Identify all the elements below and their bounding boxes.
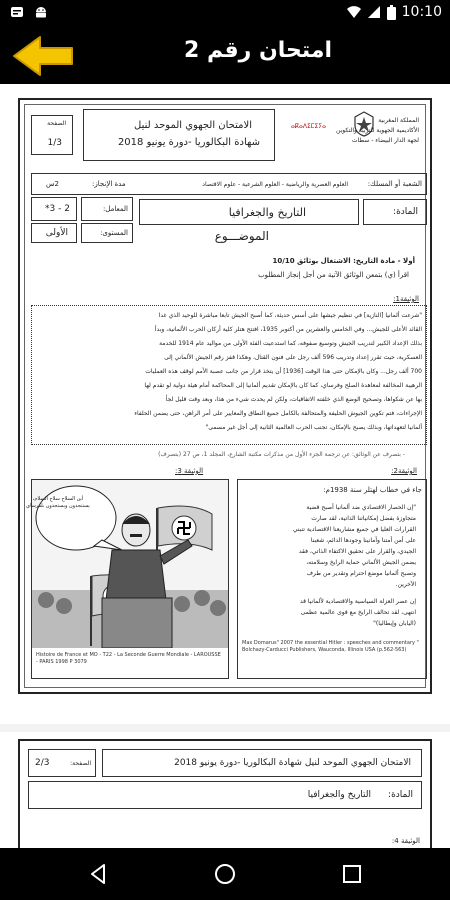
exam-title-box [83,109,275,161]
doc1-source: - بتصرف عن الوثائق: عن ترجمة الجزء الأول من مذكرات مكتبة الشارع، المجلد 1، ص 27 (بتصرف) [158,451,405,458]
android-icon [34,5,48,19]
doc1-label: الوثيقة1: [393,295,419,303]
notification-icon [10,5,24,19]
subject-label: المادة: [393,207,418,217]
doc3-label: الوثيقة 3: [175,467,204,475]
nav-home-icon[interactable] [213,862,237,886]
doc2-line: وتصبح ألمانيا موضع احترام وتقدير من طرف [306,570,416,577]
battery-icon [387,5,396,20]
doc2-line: القرارات العليا في جميع مشاريعنا الاقتصادية تنبني [292,526,416,533]
doc2-line: الجيدي، والقرار على تحقيق الاكتفاء الذاتي، فقد [298,548,416,555]
doc2-line: متجاوزة بفضل إمكانياتنا الذاتية، لقد صارت [311,515,416,522]
cartoon-bubble-text: أين السلاح سلاح السلام، يستنجدون ويستجدون بلفرساي [26,496,90,509]
doc1-line: ألمانيا لتعهداتها، وبذلك يصبح بالإمكان، تجنب الحرب العالمية الثانية إلى أجل غير مسمى" [205,424,422,431]
nav-back-icon[interactable] [86,862,110,886]
duration-label: مدة الإنجاز: [92,180,126,188]
exam-page-2 [18,739,432,848]
topic-heading: الموضـــوع [214,229,269,243]
subject-value-box [139,199,359,225]
doc2-line: يضمن الجيش الألماني حماية الرايخ وسلامته، [306,559,416,566]
doc1-line: العسكرية، حيث تقرر إعداد وتدريب 596 ألف رجل على فنون القتال، وهكذا قفز رقم الجيش الألماني إلى [164,354,422,361]
exam-title-line2: شهادة البكالوريا -دورة يونيو 2018 [117,137,260,148]
branch-value: العلوم العصرية والرياضية - العلوم الشرعية - علوم الاقتصاد [202,181,348,188]
back-button[interactable] [10,34,76,78]
doc2-intro: جاء في خطاب لهتلر سنة 1938م: [323,486,422,494]
doc1-box [31,305,427,445]
coef-label-box [81,197,133,221]
doc2-box [237,479,427,679]
exam-title-line1: الامتحان الجهوي الموحد لنيل [134,120,252,131]
page2-number-box [28,749,96,777]
level-label: المستوى: [100,229,128,237]
level-value-box [31,223,77,243]
signal-icon [367,5,381,19]
doc3-source: Histoire de France et MO - T22 - La Seconde Guerre Mondiale - LAROUSSE - PARIS 1998 P 3079 [36,652,221,665]
doc2-line: "إن الحصار الاقتصادي ضد ألمانيا أصبح قضية [306,504,416,511]
doc2-line: انتهى، لقد تحالف الرايخ مع قوى عالمية عظمى [300,609,416,616]
doc1-line: بذلك الإعداد الكبير لتدريب الجيش وتوسيع صفوفه، كما استدعيت الفئة الأولى من مواليد عام 1914 للخدمة [159,340,422,347]
doc4-label: الوثيقة 4: [391,837,420,845]
back-arrow-icon [10,34,76,78]
section-title: أولا - مادة التاريخ: الاشتغال بوثائق 10/10 [272,257,415,265]
subject-label-box [363,199,427,225]
level-value: الأولى [45,228,68,238]
coef-label: المعامل: [102,205,128,213]
doc2-line: (اليابان وإيطاليا)" [373,620,416,627]
section-instruction: اقرأ (ي) بتمعن الوثائق الآتية من أجل إنجاز المطلوب [258,271,409,279]
doc1-line: "شرعت ألمانيا [النازية] في تنظيم جيشها على أسس حديثة، كما أصبح الجيش تابعا مباشرة للوحيد الذي غدا [158,312,422,319]
coef-value-box [31,197,77,221]
document-viewer[interactable] [0,84,450,848]
branch-row [31,173,427,195]
level-label-box [81,223,133,243]
duration-value: 2س [46,180,60,188]
app-bar [0,28,450,84]
academy-line1: الأكاديمية الجهوية للتربية والتكوين [336,127,419,134]
academy-logo-text: ⴰⴽⴰⴷⵉⵎⵉⵢⴰ [291,123,326,130]
page2-page-label: الصفحة: [70,760,91,767]
doc1-line: الإجراءات، فتم تكوين الجيوش الحليفة والمتحالفة بالكامل جميع النطاق والمعايير على أمر الراهن، حتى يضمن الحلفاء [134,410,422,417]
doc2-label: الوثيقة2: [391,467,417,475]
doc1-line: القائد الأعلى للجيش... وفي الخامس والعشرين من أكتوبر 1935، افتتح هتلر كلية أركان الحرب الألمانية، وبدأ [154,326,422,333]
nav-recents-icon[interactable] [340,862,364,886]
page-number: 1/3 [47,138,62,148]
page2-exam-title: الامتحان الجهوي الموحد لنيل شهادة البكالوريا -دورة يونيو 2018 [174,758,411,768]
page2-subject-value: التاريخ والجغرافيا [307,790,371,800]
doc1-line: 700 ألف رجل... وكان بالإمكان حتى هذا الوقت [1936] أن يتخذ قرار من جانب عصبة الأمم لوقف هذه العمليات [145,368,422,375]
subject-value: التاريخ والجغرافيا [228,206,306,219]
page-divider [0,724,450,732]
branch-label: الشعبة أو المسلك: [367,180,422,188]
doc1-line: الرهيبة المخالفة لمعاهدة الصلح وفرساي، كما كان بالإمكان تقديم ألمانيا إلى المحاكمة أمام هيئة دولية لو تقدم لها [144,382,422,389]
doc2-source: Max Domarus" 2007 the essential Hitler : speeches and commentary " Bolchazy-Carducci Publishers, Wauconda, Illinois USA (p.562-563) [242,640,419,653]
app-title: امتحان رقم 2 [184,38,332,63]
page2-title-box [102,749,422,777]
doc1-line: بها عن شكواها، وتصحيح الوضع الذي خلفته الاتفاقيات، ولكن لم يحدث شيء من هذا، وبعد وقت قليل لجأ [165,396,422,403]
coef-value: 2 - 3* [45,204,70,214]
academy-line2: لجهة الدار البيضاء - سطات [351,137,419,144]
page-label: الصفحة [47,120,66,127]
wifi-icon [347,5,361,19]
status-time: 10:10 [401,4,442,20]
doc3-cartoon [26,479,229,679]
page2-subject-box [28,781,422,809]
status-bar [0,0,450,28]
page2-page-number: 2/3 [35,758,50,768]
page-number-box [31,115,73,155]
page2-subject-label: المادة: [388,790,413,800]
exam-page-1 [18,98,432,694]
navigation-bar [0,848,450,900]
kingdom-label: المملكة المغربية [378,117,419,124]
doc2-line: الآخرين. [395,581,416,588]
doc2-line: على أمن أمتنا وأمانينا وجودها الدائم، شعبنا [310,537,416,544]
doc2-line: إن عصر العزلة السياسية والاقتصادية لألمانيا قد [299,598,416,605]
